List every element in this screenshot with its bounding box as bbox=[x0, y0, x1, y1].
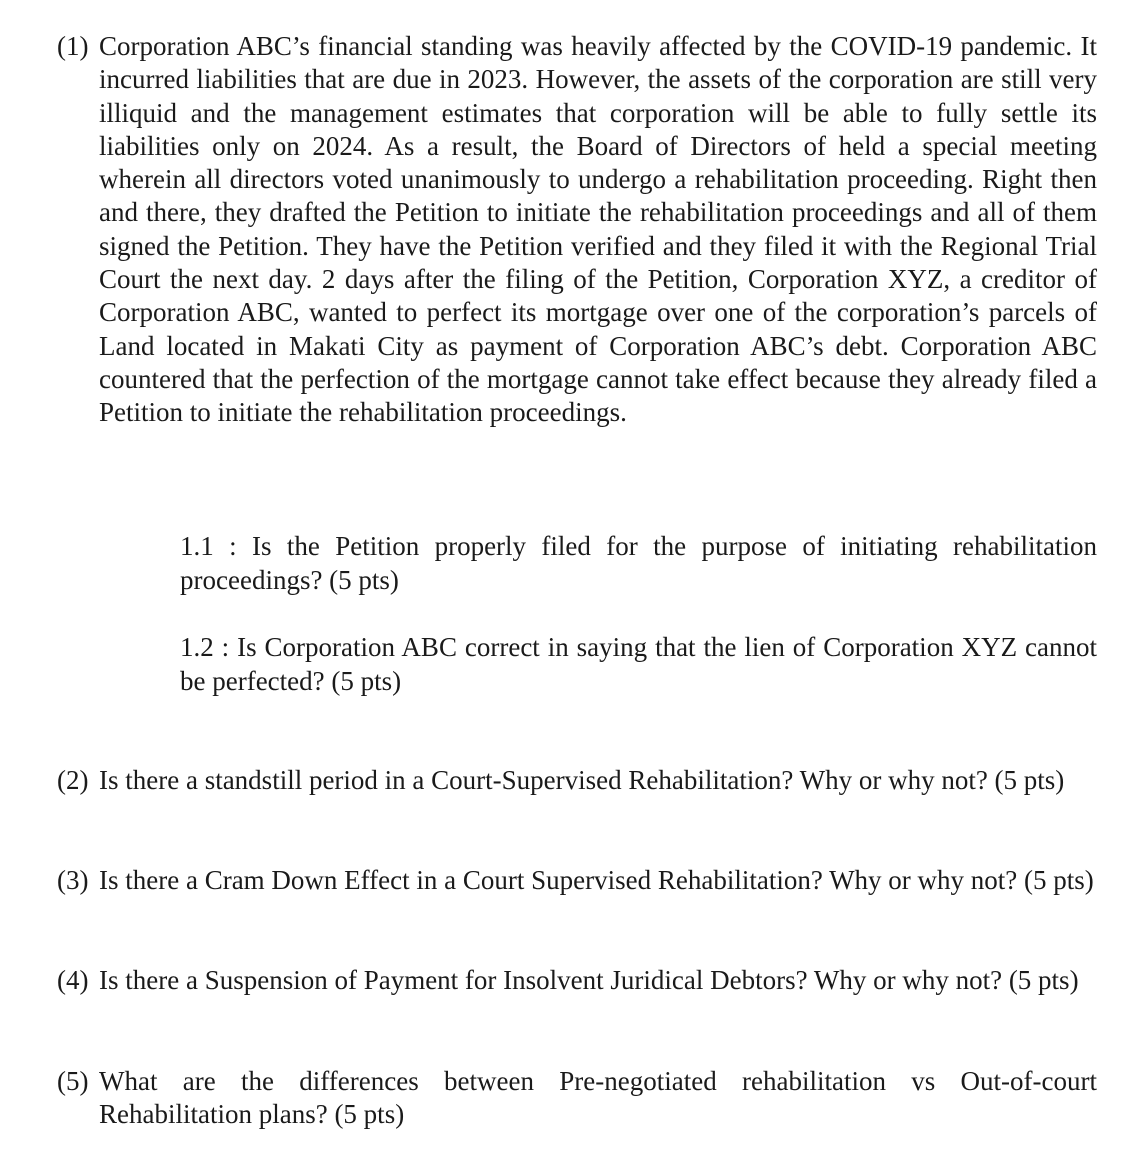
question-4-number: (4) bbox=[57, 965, 89, 995]
question-2 bbox=[57, 764, 1097, 797]
question-4-text: Is there a Suspension of Payment for Insolvent Juridical Debtors? Why or why not? (5 pts) bbox=[99, 965, 1079, 995]
question-2-number: (2) bbox=[57, 765, 89, 795]
question-1-number: (1) bbox=[57, 31, 89, 61]
question-4 bbox=[57, 964, 1097, 997]
question-3-number: (3) bbox=[57, 865, 89, 895]
question-1 bbox=[57, 30, 1097, 430]
question-3-text: Is there a Cram Down Effect in a Court Supervised Rehabilitation? Why or why not? (5 pts) bbox=[99, 865, 1094, 895]
subquestion-1-2 bbox=[180, 631, 1097, 698]
question-1-text: Corporation ABC’s financial standing was heavily affected by the COVID-19 pandemic. It incurred liabilities that are due in 2023. However, the assets of the corporation are still very illiquid and the management estimates that corporation will be able to fully settle its liabilities only on 2024. As a result, the Board of Directors of held a special meeting wherein all directors voted unanimously to undergo a rehabilitation proceeding. Right then and there, they drafted the Petition to initiate the rehabilitation proceedings and all of them signed the Petition. They have the Petition verified and they filed it with the Regional Trial Court the next day. 2 days after the filing of the Petition, Corporation XYZ, a creditor of Corporation ABC, wanted to perfect its mortgage over one of the corporation’s parcels of Land located in Makati City as payment of Corporation ABC’s debt. Corporation ABC countered that the perfection of the mortgage cannot take effect because they already filed a Petition to initiate the rehabilitation proceedings. bbox=[99, 31, 1097, 428]
question-3 bbox=[57, 864, 1097, 897]
subquestion-1-1-text: 1.1 : Is the Petition properly filed for the purpose of initiating rehabilitation proceedings? (5 pts) bbox=[180, 531, 1097, 595]
question-5 bbox=[57, 1065, 1097, 1132]
subquestion-1-1 bbox=[180, 530, 1097, 597]
question-5-text: What are the differences between Pre-negotiated rehabilitation vs Out-of-court Rehabilitation plans? (5 pts) bbox=[99, 1066, 1097, 1130]
question-5-number: (5) bbox=[57, 1066, 89, 1096]
subquestion-1-2-text: 1.2 : Is Corporation ABC correct in saying that the lien of Corporation XYZ cannot be perfected? (5 pts) bbox=[180, 632, 1097, 696]
question-2-text: Is there a standstill period in a Court-Supervised Rehabilitation? Why or why not? (5 pts) bbox=[99, 765, 1065, 795]
